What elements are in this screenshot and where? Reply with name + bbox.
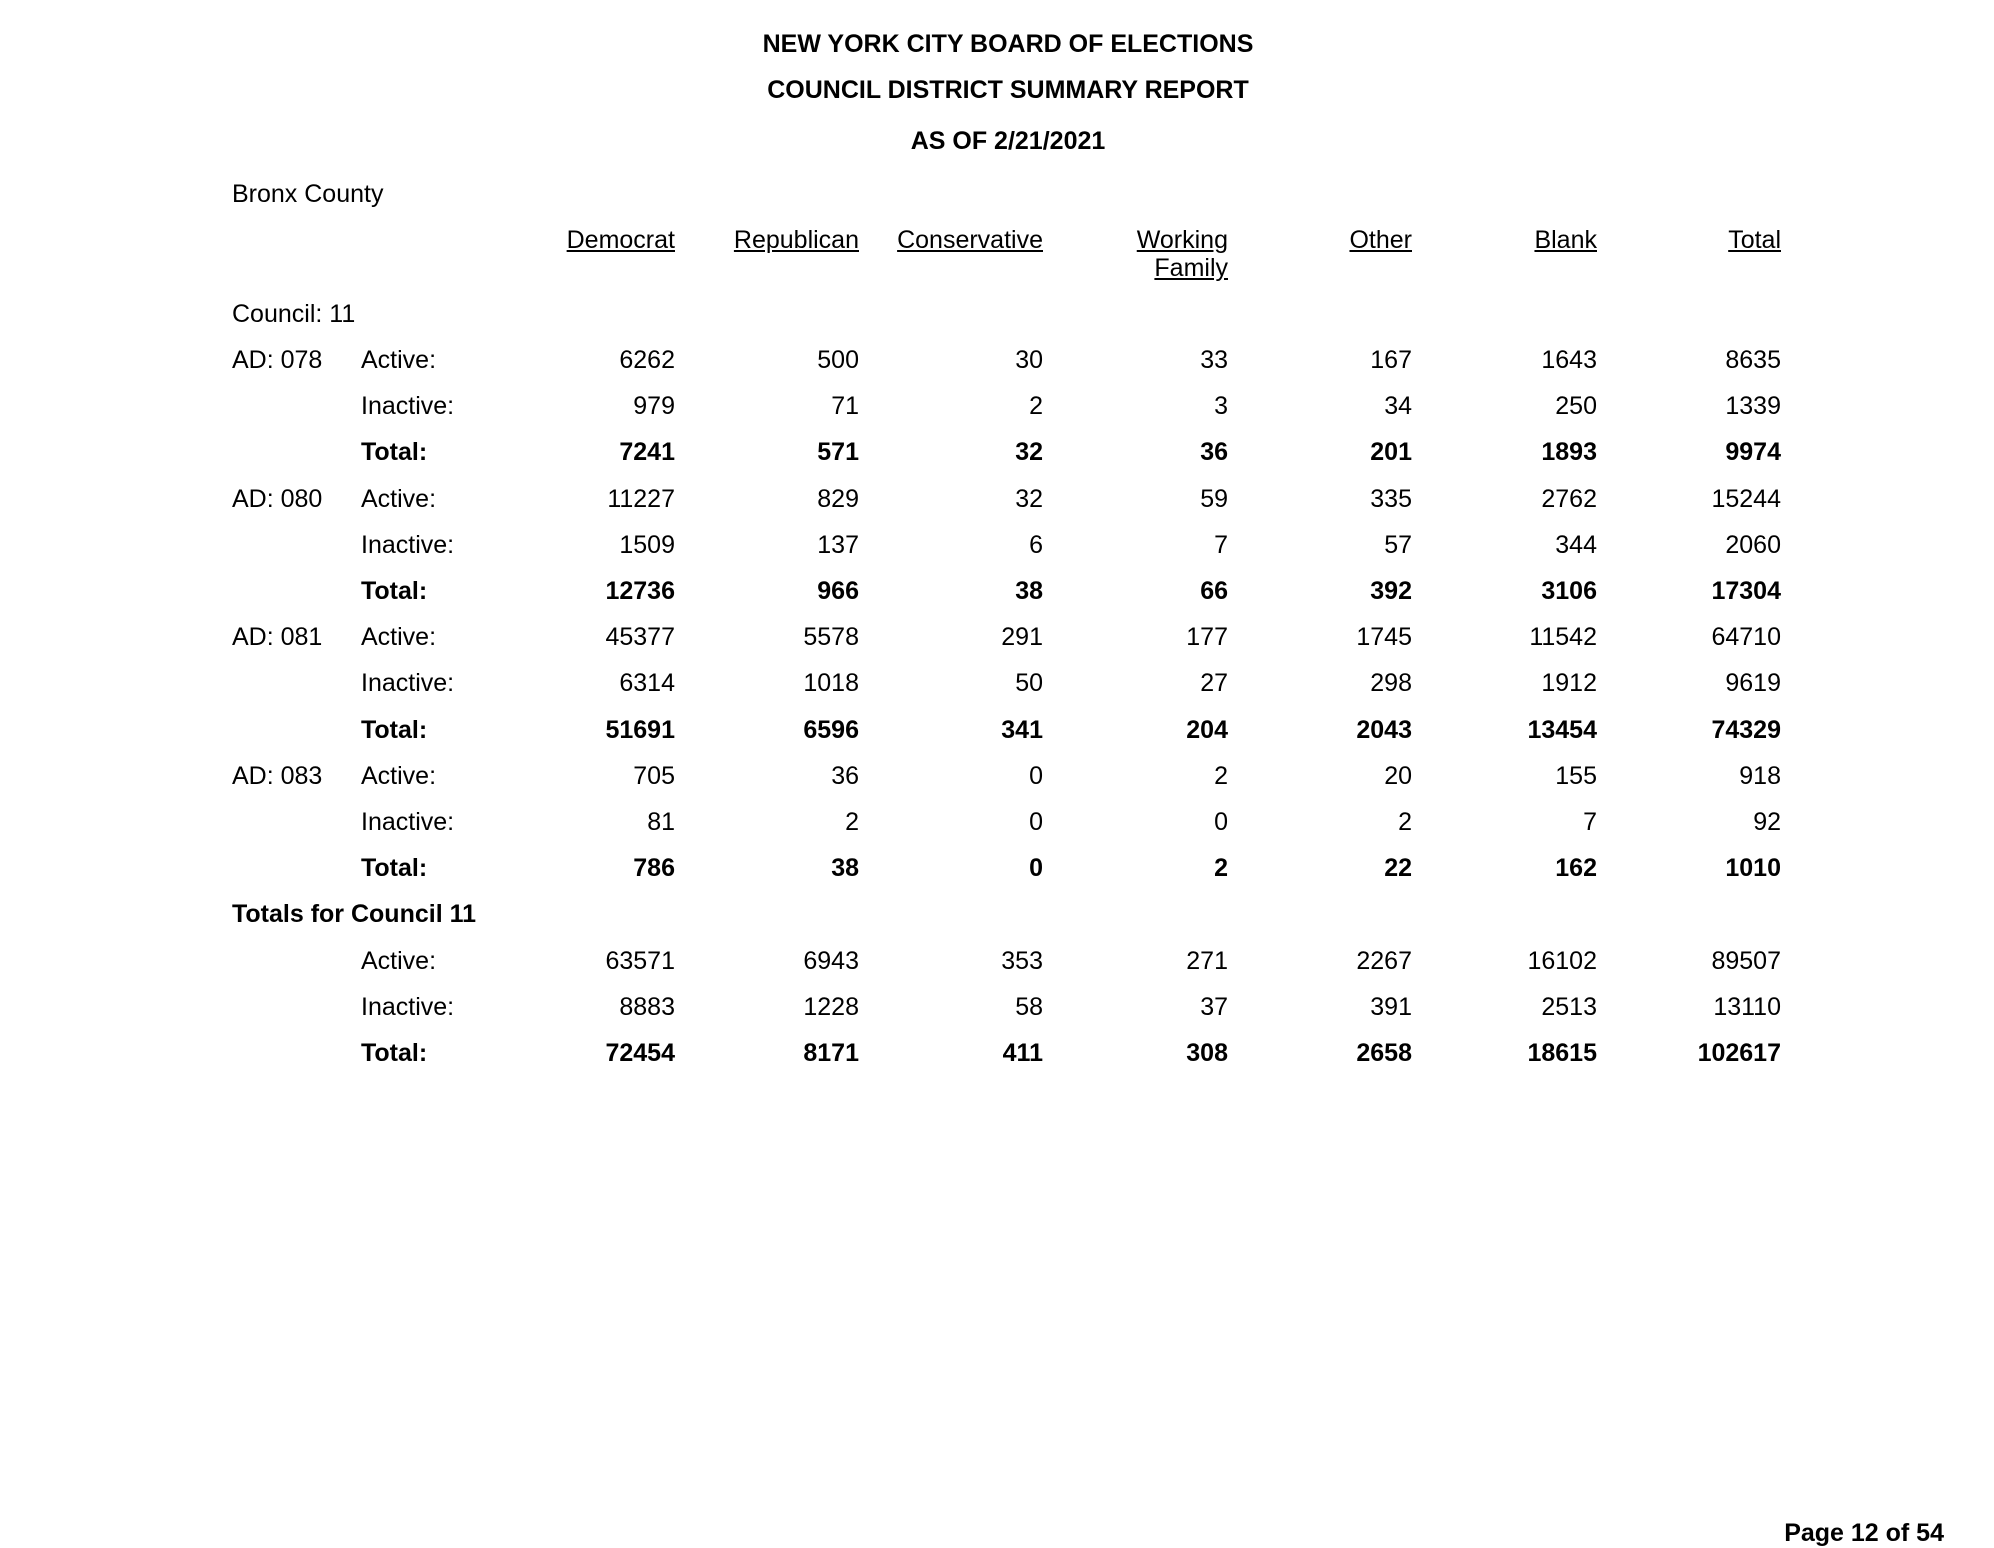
table-cell: 37 <box>1200 992 1228 1021</box>
table-cell: 162 <box>1555 854 1597 883</box>
col-header-conservative: Conservative <box>897 226 1043 254</box>
report-title: COUNCIL DISTRICT SUMMARY REPORT <box>767 76 1249 104</box>
col-header-republican: Republican <box>733 226 859 254</box>
table-cell: 71 <box>831 392 859 421</box>
table-cell: 5578 <box>803 623 859 652</box>
assembly-district-label: AD: 083 <box>232 761 323 790</box>
table-cell: 1339 <box>1725 392 1781 421</box>
row-type-label: Total: <box>361 854 428 883</box>
table-row <box>0 807 1994 837</box>
table-cell: 89507 <box>1711 946 1781 975</box>
table-cell: 271 <box>1186 946 1228 975</box>
table-cell: 250 <box>1555 392 1597 421</box>
council-totals-label: Totals for Council 11 <box>232 900 477 929</box>
table-row <box>0 576 1994 606</box>
table-cell: 1018 <box>803 669 859 698</box>
col-header-other: Other <box>1349 226 1412 254</box>
table-cell: 64710 <box>1711 623 1781 652</box>
col-header-blank: Blank <box>1534 226 1597 254</box>
table-cell: 201 <box>1370 438 1412 467</box>
row-type-label: Total: <box>361 577 428 605</box>
table-cell: 8883 <box>619 992 675 1021</box>
table-cell: 66 <box>1200 577 1228 605</box>
table-cell: 92 <box>1753 808 1781 836</box>
table-cell: 571 <box>817 438 859 467</box>
table-cell: 6943 <box>803 946 859 975</box>
table-cell: 1509 <box>619 530 675 559</box>
table-cell: 34 <box>1384 392 1412 421</box>
table-row <box>0 437 1994 467</box>
table-cell: 32 <box>1015 438 1043 467</box>
table-cell: 36 <box>831 761 859 790</box>
table-cell: 8635 <box>1725 346 1781 374</box>
table-row <box>0 484 1994 514</box>
council-label: Council: 11 <box>232 300 356 328</box>
table-cell: 298 <box>1370 669 1412 698</box>
table-cell: 341 <box>1001 715 1043 744</box>
county-label: Bronx County <box>232 180 384 208</box>
table-cell: 1912 <box>1541 669 1597 698</box>
table-cell: 829 <box>817 484 859 513</box>
table-row <box>0 530 1994 560</box>
page-number: Page 12 of 54 <box>1784 1519 1944 1547</box>
table-cell: 705 <box>633 761 675 790</box>
table-cell: 11542 <box>1529 623 1597 652</box>
table-cell: 102617 <box>1697 1039 1781 1067</box>
table-cell: 13110 <box>1713 992 1781 1021</box>
table-cell: 918 <box>1739 761 1781 790</box>
table-cell: 2 <box>1214 761 1228 790</box>
assembly-district-label: AD: 080 <box>232 484 323 513</box>
assembly-district-label: AD: 078 <box>232 346 323 374</box>
table-cell: 17304 <box>1711 577 1781 605</box>
table-cell: 500 <box>817 346 859 374</box>
table-cell: 51691 <box>605 715 675 744</box>
table-cell: 11227 <box>607 484 675 513</box>
table-cell: 33 <box>1200 346 1228 374</box>
col-header-working-family <box>1028 226 1228 282</box>
table-cell: 353 <box>1001 946 1043 975</box>
table-cell: 72454 <box>605 1039 675 1067</box>
table-cell: 57 <box>1384 530 1412 559</box>
table-cell: 0 <box>1029 854 1043 883</box>
table-cell: 1893 <box>1541 438 1597 467</box>
table-cell: 30 <box>1015 346 1043 374</box>
table-cell: 0 <box>1029 808 1043 836</box>
row-type-label: Inactive: <box>361 808 455 836</box>
table-cell: 32 <box>1015 484 1043 513</box>
table-cell: 1643 <box>1541 346 1597 374</box>
table-cell: 1228 <box>803 992 859 1021</box>
assembly-district-label: AD: 081 <box>232 623 323 652</box>
row-type-label: Total: <box>361 438 428 467</box>
table-cell: 38 <box>1015 577 1043 605</box>
col-header-total: Total <box>1728 226 1781 254</box>
table-cell: 2762 <box>1541 484 1597 513</box>
table-cell: 7 <box>1583 808 1597 836</box>
table-cell: 966 <box>817 577 859 605</box>
report-org-title: NEW YORK CITY BOARD OF ELECTIONS <box>762 30 1254 58</box>
table-cell: 58 <box>1015 992 1043 1021</box>
table-cell: 2267 <box>1356 946 1412 975</box>
table-row <box>0 345 1994 375</box>
table-cell: 50 <box>1015 669 1043 698</box>
row-type-label: Total: <box>361 715 428 744</box>
table-cell: 335 <box>1370 484 1412 513</box>
table-cell: 59 <box>1200 484 1228 513</box>
table-cell: 2658 <box>1356 1039 1412 1067</box>
table-cell: 2 <box>1029 392 1043 421</box>
table-cell: 8171 <box>803 1039 859 1067</box>
table-cell: 74329 <box>1711 715 1781 744</box>
table-cell: 6 <box>1029 530 1043 559</box>
table-cell: 81 <box>647 808 675 836</box>
table-row <box>0 761 1994 791</box>
table-cell: 6262 <box>619 346 675 374</box>
table-cell: 137 <box>817 530 859 559</box>
table-cell: 411 <box>1002 1039 1043 1067</box>
table-row <box>0 391 1994 421</box>
report-date: AS OF 2/21/2021 <box>910 127 1106 155</box>
row-type-label: Active: <box>361 484 437 513</box>
table-cell: 20 <box>1384 761 1412 790</box>
table-cell: 27 <box>1200 669 1228 698</box>
table-row <box>0 853 1994 883</box>
table-cell: 22 <box>1384 854 1412 883</box>
table-cell: 204 <box>1186 715 1228 744</box>
table-cell: 15244 <box>1711 484 1781 513</box>
table-cell: 1010 <box>1725 854 1781 883</box>
table-row <box>0 992 1994 1022</box>
table-cell: 308 <box>1186 1039 1228 1067</box>
table-row <box>0 668 1994 698</box>
table-cell: 2 <box>1214 854 1228 883</box>
table-cell: 16102 <box>1527 946 1597 975</box>
table-cell: 7 <box>1214 530 1228 559</box>
row-type-label: Active: <box>361 623 437 652</box>
table-cell: 3106 <box>1541 577 1597 605</box>
table-cell: 0 <box>1029 761 1043 790</box>
table-cell: 36 <box>1200 438 1228 467</box>
table-row <box>0 946 1994 976</box>
table-row <box>0 715 1994 745</box>
col-header-working-line1: Working <box>1136 226 1228 254</box>
table-cell: 979 <box>633 392 675 421</box>
table-cell: 2 <box>845 808 859 836</box>
table-cell: 167 <box>1370 346 1412 374</box>
table-cell: 9974 <box>1725 438 1781 467</box>
row-type-label: Inactive: <box>361 392 455 421</box>
table-cell: 45377 <box>605 623 675 652</box>
table-cell: 3 <box>1214 392 1228 421</box>
table-cell: 1745 <box>1356 623 1412 652</box>
table-cell: 786 <box>633 854 675 883</box>
table-cell: 12736 <box>605 577 675 605</box>
table-cell: 392 <box>1370 577 1412 605</box>
table-cell: 18615 <box>1527 1039 1597 1067</box>
table-cell: 2 <box>1398 808 1412 836</box>
row-type-label: Active: <box>361 346 437 374</box>
row-type-label: Inactive: <box>361 669 455 698</box>
table-cell: 6596 <box>803 715 859 744</box>
col-header-working-line2: Family <box>1154 254 1228 282</box>
table-cell: 2060 <box>1725 530 1781 559</box>
table-row <box>0 622 1994 652</box>
table-cell: 7241 <box>619 438 675 467</box>
row-type-label: Inactive: <box>361 530 455 559</box>
table-cell: 9619 <box>1725 669 1781 698</box>
table-cell: 2043 <box>1356 715 1412 744</box>
row-type-label: Active: <box>361 761 437 790</box>
table-cell: 38 <box>831 854 859 883</box>
row-type-label: Total: <box>361 1039 428 1067</box>
table-cell: 155 <box>1555 761 1597 790</box>
table-cell: 2513 <box>1541 992 1597 1021</box>
table-cell: 177 <box>1186 623 1228 652</box>
table-cell: 6314 <box>619 669 675 698</box>
table-cell: 344 <box>1555 530 1597 559</box>
table-cell: 63571 <box>605 946 675 975</box>
table-row <box>0 1038 1994 1068</box>
table-cell: 13454 <box>1527 715 1597 744</box>
table-cell: 291 <box>1001 623 1043 652</box>
row-type-label: Inactive: <box>361 992 455 1021</box>
row-type-label: Active: <box>361 946 437 975</box>
table-cell: 0 <box>1214 808 1228 836</box>
table-cell: 391 <box>1370 992 1412 1021</box>
col-header-democrat: Democrat <box>566 226 675 254</box>
